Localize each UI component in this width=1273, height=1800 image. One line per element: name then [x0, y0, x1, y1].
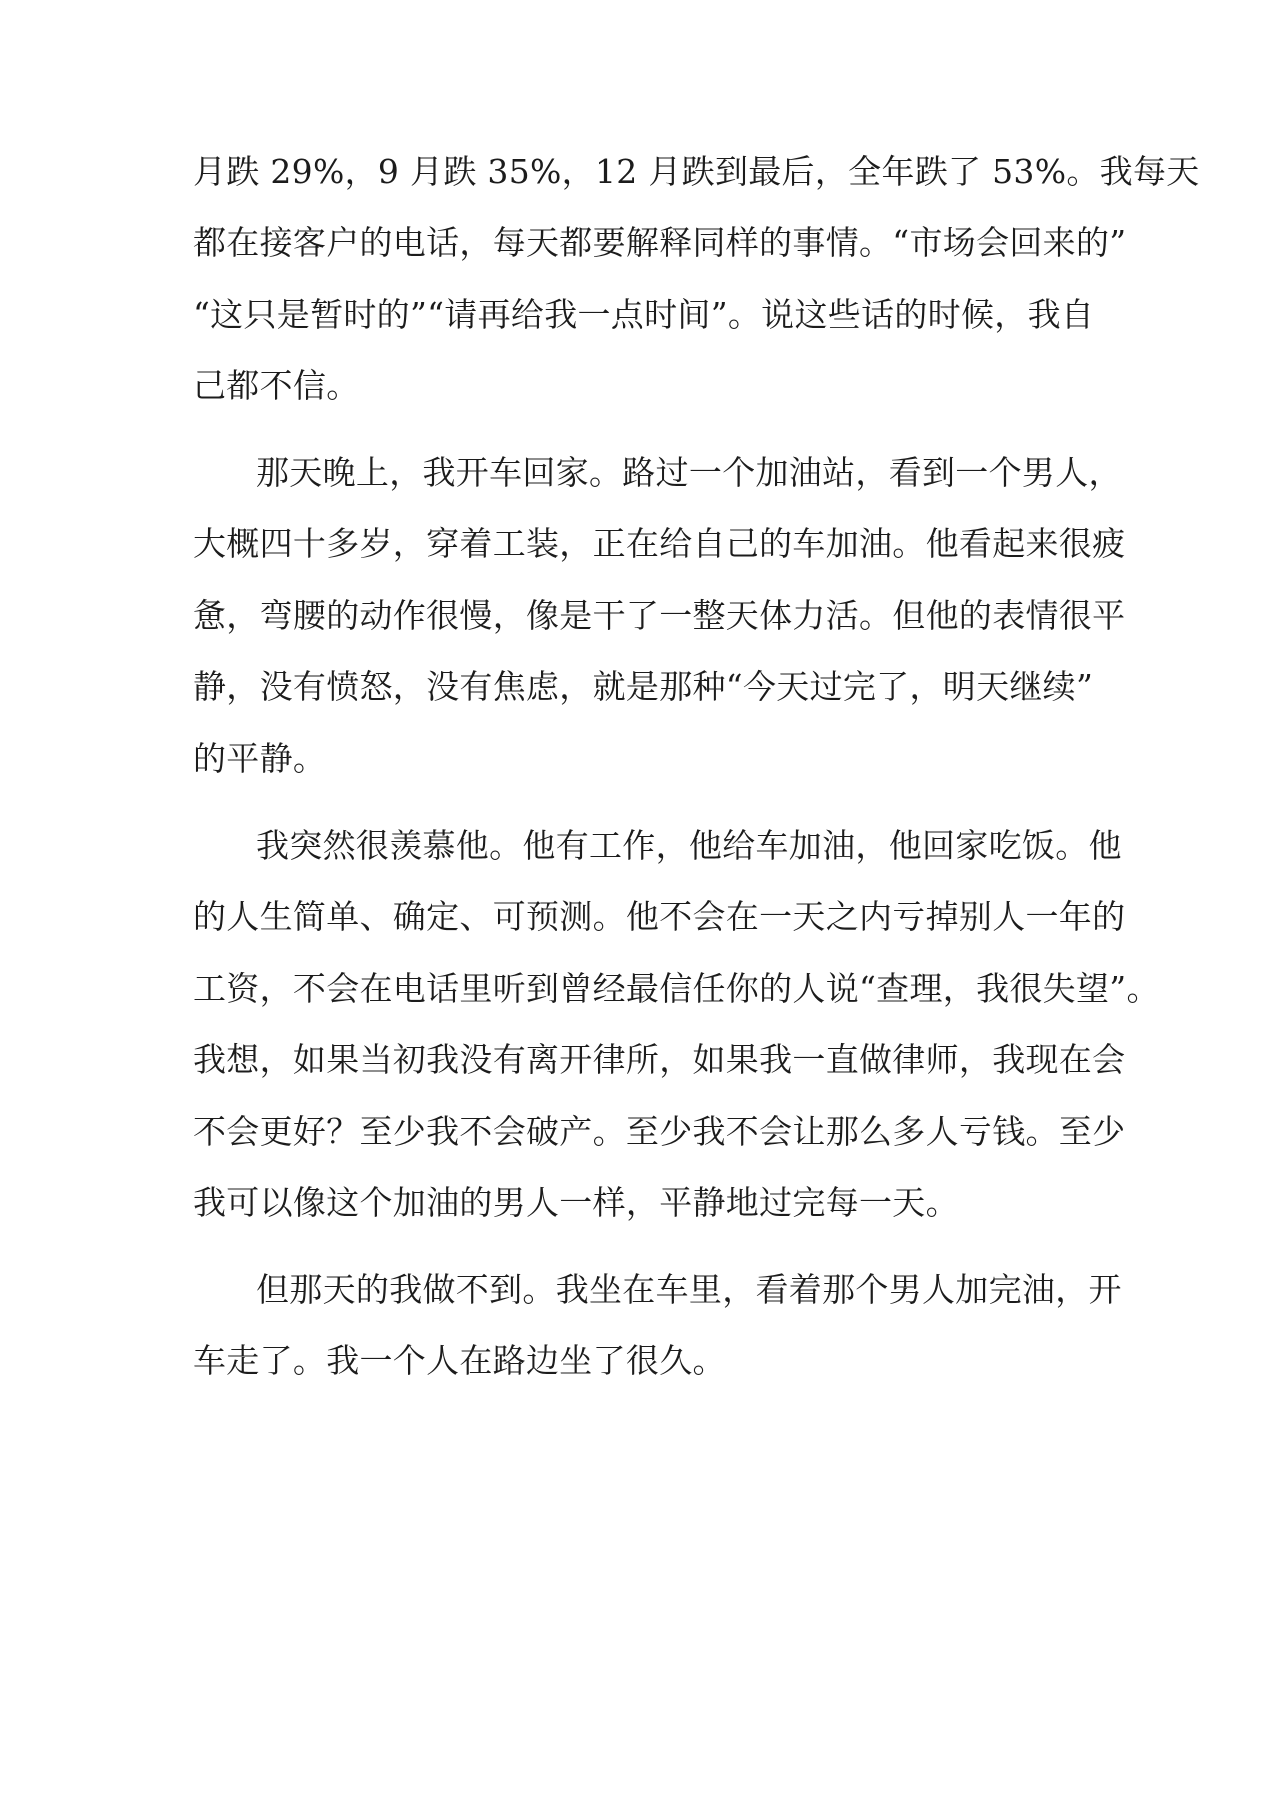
text-line: 我可以像这个加油的男人一样，平静地过完每一天。: [193, 1183, 959, 1222]
text-line: 己都不信。: [193, 366, 360, 405]
text-line: 工资，不会在电话里听到曾经最信任你的人说“查理，我很失望”。: [193, 969, 1160, 1008]
text-line: “这只是暂时的”“请再给我一点时间”。说这些话的时候，我自: [193, 295, 1095, 334]
text-line: 我想，如果当初我没有离开律所，如果我一直做律师，我现在会: [193, 1040, 1126, 1079]
text-line: 月跌 29%，9 月跌 35%，12 月跌到最后，全年跌了 53%。我每天: [193, 152, 1200, 191]
paragraph-first-line: 我突然很羡慕他。他有工作，他给车加油，他回家吃饭。他: [256, 826, 1122, 865]
text-line: 的平静。: [193, 739, 327, 778]
paragraph-first-line: 那天晚上，我开车回家。路过一个加油站，看到一个男人，: [256, 453, 1122, 492]
text-line: 大概四十多岁，穿着工装，正在给自己的车加油。他看起来很疲: [193, 524, 1126, 563]
text-line: 惫，弯腰的动作很慢，像是干了一整天体力活。但他的表情很平: [193, 596, 1126, 635]
paragraph-first-line: 但那天的我做不到。我坐在车里，看着那个男人加完油，开: [256, 1270, 1122, 1309]
text-line: 不会更好？至少我不会破产。至少我不会让那么多人亏钱。至少: [193, 1112, 1126, 1151]
text-line: 静，没有愤怒，没有焦虑，就是那种“今天过完了，明天继续”: [193, 667, 1094, 706]
text-line: 的人生简单、确定、可预测。他不会在一天之内亏掉别人一年的: [193, 897, 1126, 936]
text-line: 车走了。我一个人在路边坐了很久。: [193, 1341, 726, 1380]
text-line: 都在接客户的电话，每天都要解释同样的事情。“市场会回来的”: [193, 223, 1127, 262]
